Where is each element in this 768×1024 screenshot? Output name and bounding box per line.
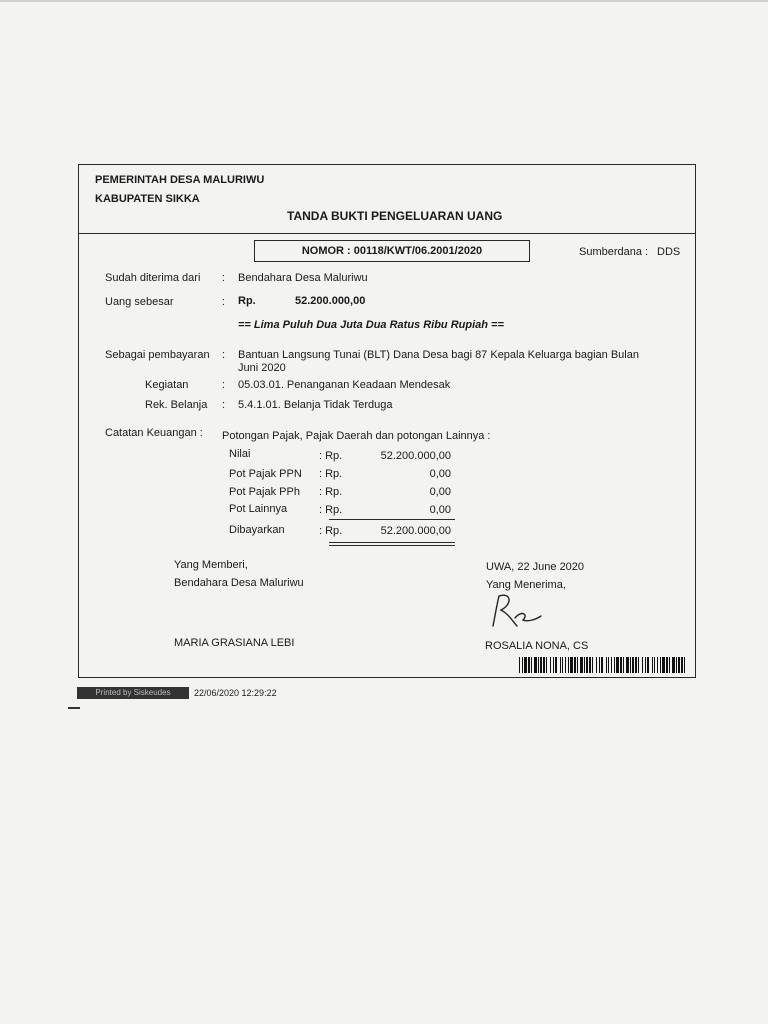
colon: : [222,296,226,308]
pembayaran-line1: Bantuan Langsung Tunai (BLT) Dana Desa bagi 87 Kepala Keluarga bagian Bulan [238,349,639,361]
receiver-label: Yang Menerima, [486,579,566,591]
nomor-box: NOMOR : 00118/KWT/06.2001/2020 [254,240,530,262]
total-underline-2 [329,545,455,546]
catatan-label: Catatan Keuangan : [105,427,203,439]
giver-name: MARIA GRASIANA LEBI [174,637,295,649]
sumberdana-label: Sumberdana : [579,246,649,258]
place-date: UWA, 22 June 2020 [486,561,585,573]
table-row-label: Dibayarkan [229,524,285,536]
kegiatan-value: 05.03.01. Penanganan Keadaan Mendesak [238,379,451,391]
table-row-value: 52.200.000,00 [380,525,451,537]
uang-value: 52.200.000,00 [295,295,366,307]
catatan-desc: Potongan Pajak, Pajak Daerah dan potongan Lainnya : [222,430,491,442]
receipt-document [78,164,696,678]
uang-currency: Rp. [238,295,256,307]
barcode-icon [519,657,685,673]
print-timestamp: 22/06/2020 12:29:22 [194,688,277,698]
diterima-label: Sudah diterima dari [105,272,201,284]
diterima-value: Bendahara Desa Maluriwu [238,272,368,284]
table-row-sep: : Rp. [319,504,343,516]
rek-label: Rek. Belanja [145,399,208,411]
table-row-label: Pot Pajak PPh [229,486,300,498]
org-region: KABUPATEN SIKKA [95,193,200,205]
colon: : [222,349,226,361]
table-row-value: 52.200.000,00 [380,450,451,462]
table-row-sep: : Rp. [319,450,343,462]
total-underline-1 [329,542,455,543]
pembayaran-line2: Juni 2020 [238,362,286,374]
pembayaran-label: Sebagai pembayaran [105,349,210,361]
kegiatan-label: Kegiatan [145,379,189,391]
header-divider [79,233,695,234]
rek-value: 5.4.1.01. Belanja Tidak Terduga [238,399,393,411]
document-title: TANDA BUKTI PENGELUARAN UANG [287,209,503,223]
colon: : [222,272,226,284]
table-row-label: Pot Pajak PPN [229,468,302,480]
table-row-label: Pot Lainnya [229,503,288,515]
giver-position: Bendahara Desa Maluriwu [174,577,304,589]
table-row-label: Nilai [229,448,251,460]
colon: : [222,399,226,411]
printed-by-label: Printed by Siskeudes [77,687,189,699]
sum-divider [329,519,455,520]
scan-edge [0,0,768,2]
table-row-sep: : Rp. [319,486,343,498]
sumberdana-value: DDS [657,246,681,258]
table-row-sep: : Rp. [319,468,343,480]
table-row-value: 0,00 [429,486,451,498]
org-name: PEMERINTAH DESA MALURIWU [95,174,265,186]
uang-label: Uang sebesar [105,296,174,308]
giver-label: Yang Memberi, [174,559,248,571]
table-row-value: 0,00 [429,504,451,516]
colon: : [222,379,226,391]
terbilang: == Lima Puluh Dua Juta Dua Ratus Ribu Rupiah == [238,319,504,331]
table-row-sep: : Rp. [319,525,343,537]
table-row-value: 0,00 [429,468,451,480]
handwritten-signature [483,592,553,632]
scan-mark [68,707,80,709]
receiver-name: ROSALIA NONA, CS [485,640,589,652]
